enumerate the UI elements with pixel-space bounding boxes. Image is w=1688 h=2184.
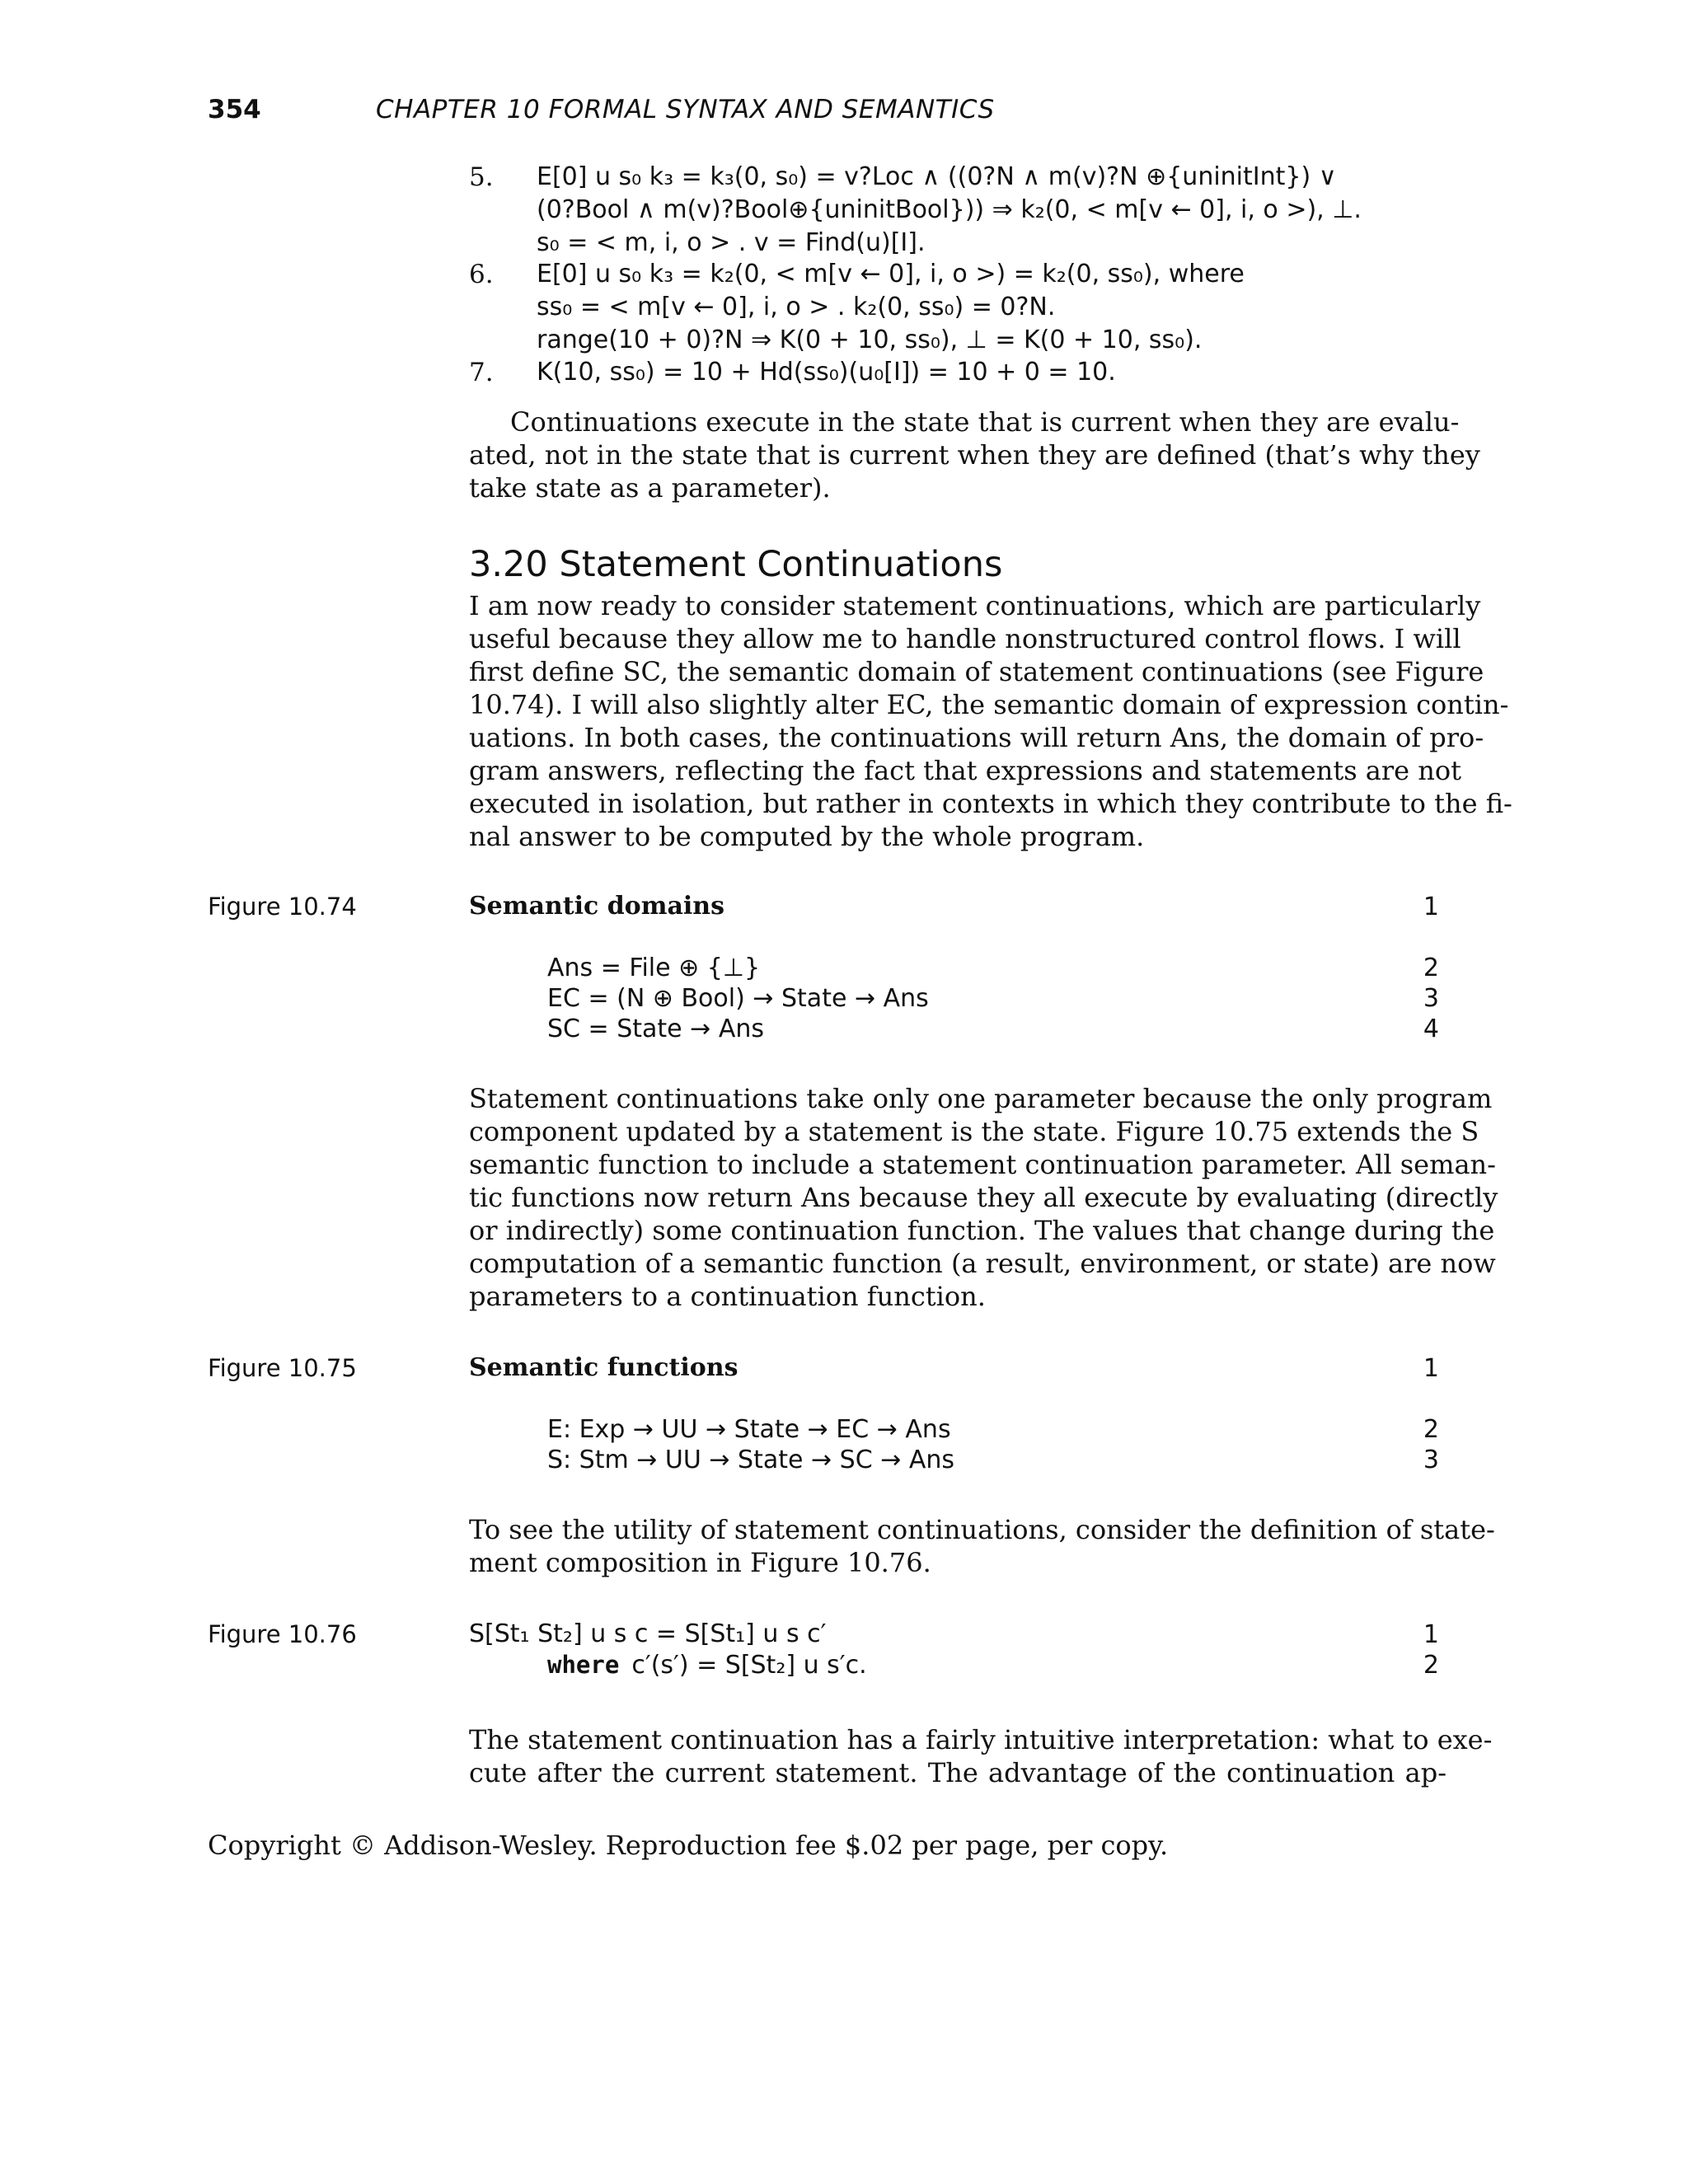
text-line: take state as a parameter). [469,472,831,504]
text-line: The statement continuation has a fairly intuitive interpretation: what to exe- [469,1724,1493,1755]
text-line: uations. In both cases, the continuations will return Ans, the domain of pro- [469,722,1484,753]
text-line: Continuations execute in the state that is current when they are evalu- [510,406,1460,438]
line-number: 3 [1423,1446,1439,1474]
paragraph-statement-parameters [469,1082,1498,1313]
text-line: component updated by a statement is the state. Figure 10.75 extends the S [469,1116,1479,1147]
text-line: nal answer to be computed by the whole program. [469,821,1145,852]
figure-code-line: S: Stm → UU → State → SC → Ans [547,1446,955,1474]
derivation-line: E[0] u s₀ k₃ = k₂(0, < m[v ← 0], i, o >) = k₂(0, ss₀), where [537,260,1245,288]
text-line: executed in isolation, but rather in contexts in which they contribute to the fi- [469,788,1512,819]
page-number: 354 [208,95,261,124]
figure-code-line: EC = (N ⊕ Bool) → State → Ans [547,984,929,1013]
text-line: cute after the current statement. The advantage of the continuation ap- [469,1757,1447,1788]
text-line: useful because they allow me to handle nonstructured control flows. I will [469,623,1461,654]
derivation-line: K(10, ss₀) = 10 + Hd(ss₀)(u₀[I]) = 10 + 0 = 10. [537,358,1116,387]
paragraph-utility [469,1513,1495,1579]
text-line: Statement continuations take only one parameter because the only program [469,1083,1493,1114]
figure-code-text: c′(s′) = S[St₂] u s′c. [631,1651,867,1680]
paragraph-statement-continuations [469,589,1512,853]
figure-code-line [547,1653,867,1678]
line-number: 2 [1423,1651,1439,1680]
line-number: 1 [1423,1354,1439,1383]
line-number: 2 [1423,954,1439,982]
text-line: parameters to a continuation function. [469,1281,986,1312]
derivation-line: ss₀ = < m[v ← 0], i, o > . k₂(0, ss₀) = 0?N. [537,293,1056,321]
keyword-where: where [547,1651,620,1679]
running-title: CHAPTER 10 FORMAL SYNTAX AND SEMANTICS [376,95,995,124]
text-line: gram answers, reflecting the fact that expressions and statements are not [469,755,1462,786]
figure-code-line: Ans = File ⊕ {⊥} [547,954,761,982]
step-number: 7. [469,358,494,387]
figure-code-line: SC = State → Ans [547,1015,764,1043]
line-number: 1 [1423,1620,1439,1649]
copyright-footer: Copyright © Addison-Wesley. Reproduction fee $.02 per page, per copy. [208,1830,1169,1861]
text-line: 10.74). I will also slightly alter EC, the semantic domain of expression contin- [469,689,1509,720]
section-heading: 3.20 Statement Continuations [469,544,1003,585]
text-line: To see the utility of statement continuations, consider the definition of state- [469,1514,1495,1545]
line-number: 1 [1423,893,1439,921]
figure-label: Figure 10.76 [208,1620,357,1648]
line-number: 3 [1423,984,1439,1013]
figure-label: Figure 10.74 [208,893,357,921]
step-number: 5. [469,162,494,192]
figure-code-line: E: Exp → UU → State → EC → Ans [547,1415,951,1444]
text-line: first define SC, the semantic domain of statement continuations (see Figure [469,656,1484,687]
figure-label: Figure 10.75 [208,1354,357,1382]
derivation-line: (0?Bool ∧ m(v)?Bool⊕{uninitBool})) ⇒ k₂(0, < m[v ← 0], i, o >), ⊥. [537,195,1362,224]
text-line: I am now ready to consider statement continuations, which are particularly [469,590,1481,621]
derivation-line: range(10 + 0)?N ⇒ K(0 + 10, ss₀), ⊥ = K(0 + 10, ss₀). [537,326,1203,354]
text-line: tic functions now return Ans because they all execute by evaluating (directly [469,1182,1498,1213]
text-line: ated, not in the state that is current when they are defined (that’s why they [469,439,1480,471]
step-number: 6. [469,260,494,289]
figure-code-line: S[St₁ St₂] u s c = S[St₁] u s c′ [469,1619,827,1648]
derivation-line: s₀ = < m, i, o > . v = Find(u)[I]. [537,228,926,257]
derivation-line: E[0] u s₀ k₃ = k₃(0, s₀) = v?Loc ∧ ((0?N ∧ m(v)?N ⊕{uninitInt}) ∨ [537,162,1337,191]
figure-title: Semantic domains [469,892,724,921]
text-line: computation of a semantic function (a result, environment, or state) are now [469,1248,1496,1279]
paragraph-continuations [469,405,1480,504]
text-line: or indirectly) some continuation function. The values that change during the [469,1215,1495,1246]
text-line: ment composition in Figure 10.76. [469,1547,931,1578]
line-number: 4 [1423,1015,1439,1043]
paragraph-interpretation [469,1723,1493,1789]
line-number: 2 [1423,1415,1439,1444]
text-line: semantic function to include a statement continuation parameter. All seman- [469,1149,1496,1180]
figure-title: Semantic functions [469,1353,738,1382]
